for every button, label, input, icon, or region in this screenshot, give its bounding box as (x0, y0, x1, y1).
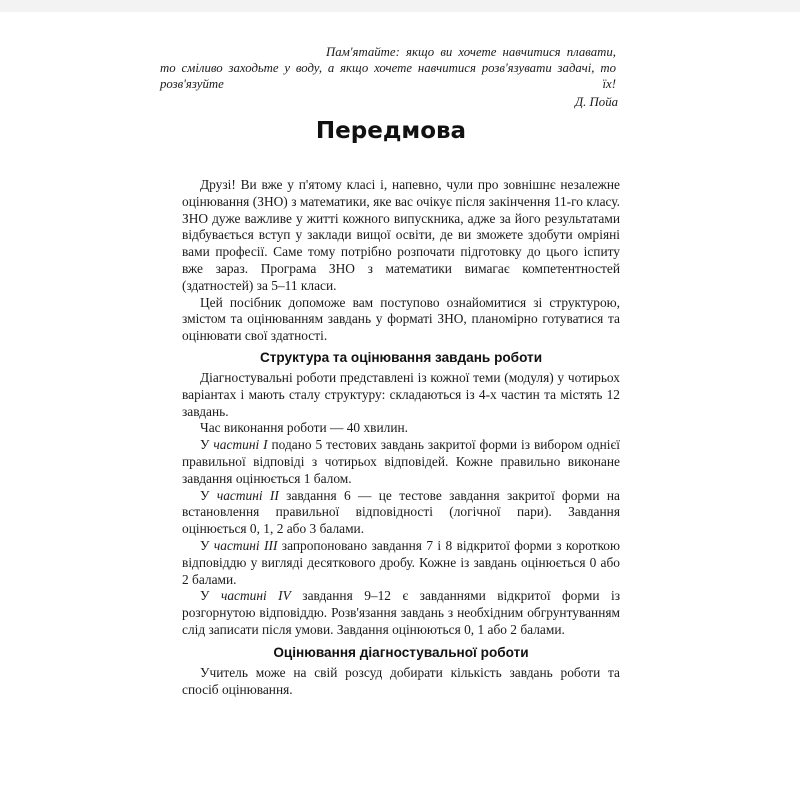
section-heading-structure: Структура та оцінювання завдань роботи (259, 349, 543, 365)
intro-paragraph: Друзі! Ви вже у п'ятому класі і, напевно, чули про зовнішнє незалежне оцінювання (ЗНО) з математики, яке вас очікує після закінчення 11-го класу. ЗНО дуже важливе у житті кожного випускника, адже за його результатами відбувається вступ у заклади вищої освіти, де ви зможете здобути омріяні вами професії. Саме тому потрібно розпочати підготовку до цього іспиту вже зараз. Програма ЗНО з математики вимагає компетентностей (здатностей) за 5–11 класи. (182, 177, 620, 293)
part3-paragraph (182, 538, 620, 588)
part2-paragraph (182, 488, 620, 538)
document-body (182, 177, 620, 698)
part2-name: частині II (216, 487, 279, 503)
part1-prefix: У (200, 437, 214, 453)
epigraph-label: Пам'ятайте (326, 45, 396, 59)
part1-paragraph (182, 437, 620, 487)
epigraph-text: : якщо ви хочете навчитися плавати, то сміливо заходьте у воду, а якщо хочете навчитися розв'язувати задачі, то розв'язуйте їх! (160, 45, 616, 91)
intro-paragraph: Цей посібник допоможе вам поступово ознайомитися зі структурою, змістом та оцінюванням завдань у форматі ЗНО, планомірно готуватися та оцінювати свої здатності. (182, 294, 620, 344)
epigraph-quote (160, 44, 616, 92)
part2-prefix: У (200, 487, 217, 503)
epigraph-author: Д. Пойа (575, 95, 618, 109)
part4-text: завдання 9–12 є завданнями відкритої форми із розгорнутою відповіддю. Розв'язання завдань з необхідним обгрунтуванням слід записати після умови. Завдання оцінюються 0, 1 або 2 балами. (182, 588, 620, 637)
time-paragraph: Час виконання роботи — 40 хвилин. (200, 420, 409, 436)
page-title: Передмова (315, 118, 467, 144)
part1-text: подано 5 тестових завдань закритої форми із вибором однієї правильної відповіді з чотирьох відповідей. Кожне правильно виконане завдання оцінюється 1 балом. (182, 437, 620, 486)
part4-prefix: У (200, 588, 221, 604)
part3-name: частині III (213, 537, 278, 553)
part3-prefix: У (200, 537, 214, 553)
assessment-paragraph: Учитель може на свій розсуд добирати кількість завдань роботи та спосіб оцінювання. (182, 664, 620, 697)
part4-name: частині IV (220, 588, 291, 604)
part4-paragraph (182, 588, 620, 638)
part1-name: частині I (213, 437, 268, 453)
section-heading-assessment: Оцінювання діагностувальної роботи (273, 644, 529, 660)
document-page (160, 0, 630, 800)
structure-paragraph: Діагностувальні роботи представлені із кожної теми (модуля) у чотирьох варіантах і мають сталу структуру: складаються із 4-х частин та містять 12 завдань. (182, 369, 620, 419)
part2-text: завдання 6 — це тестове завдання закритої форми на встановлення правильної відповідності (логічної пари). Завдання оцінюється 0, 1, 2 або 3 балами. (182, 487, 620, 537)
part3-text: запропоновано завдання 7 і 8 відкритої форми з короткою відповіддю у вигляді десяткового дробу. Кожне із завдань оцінюється 0 або 2 балами. (182, 537, 620, 587)
